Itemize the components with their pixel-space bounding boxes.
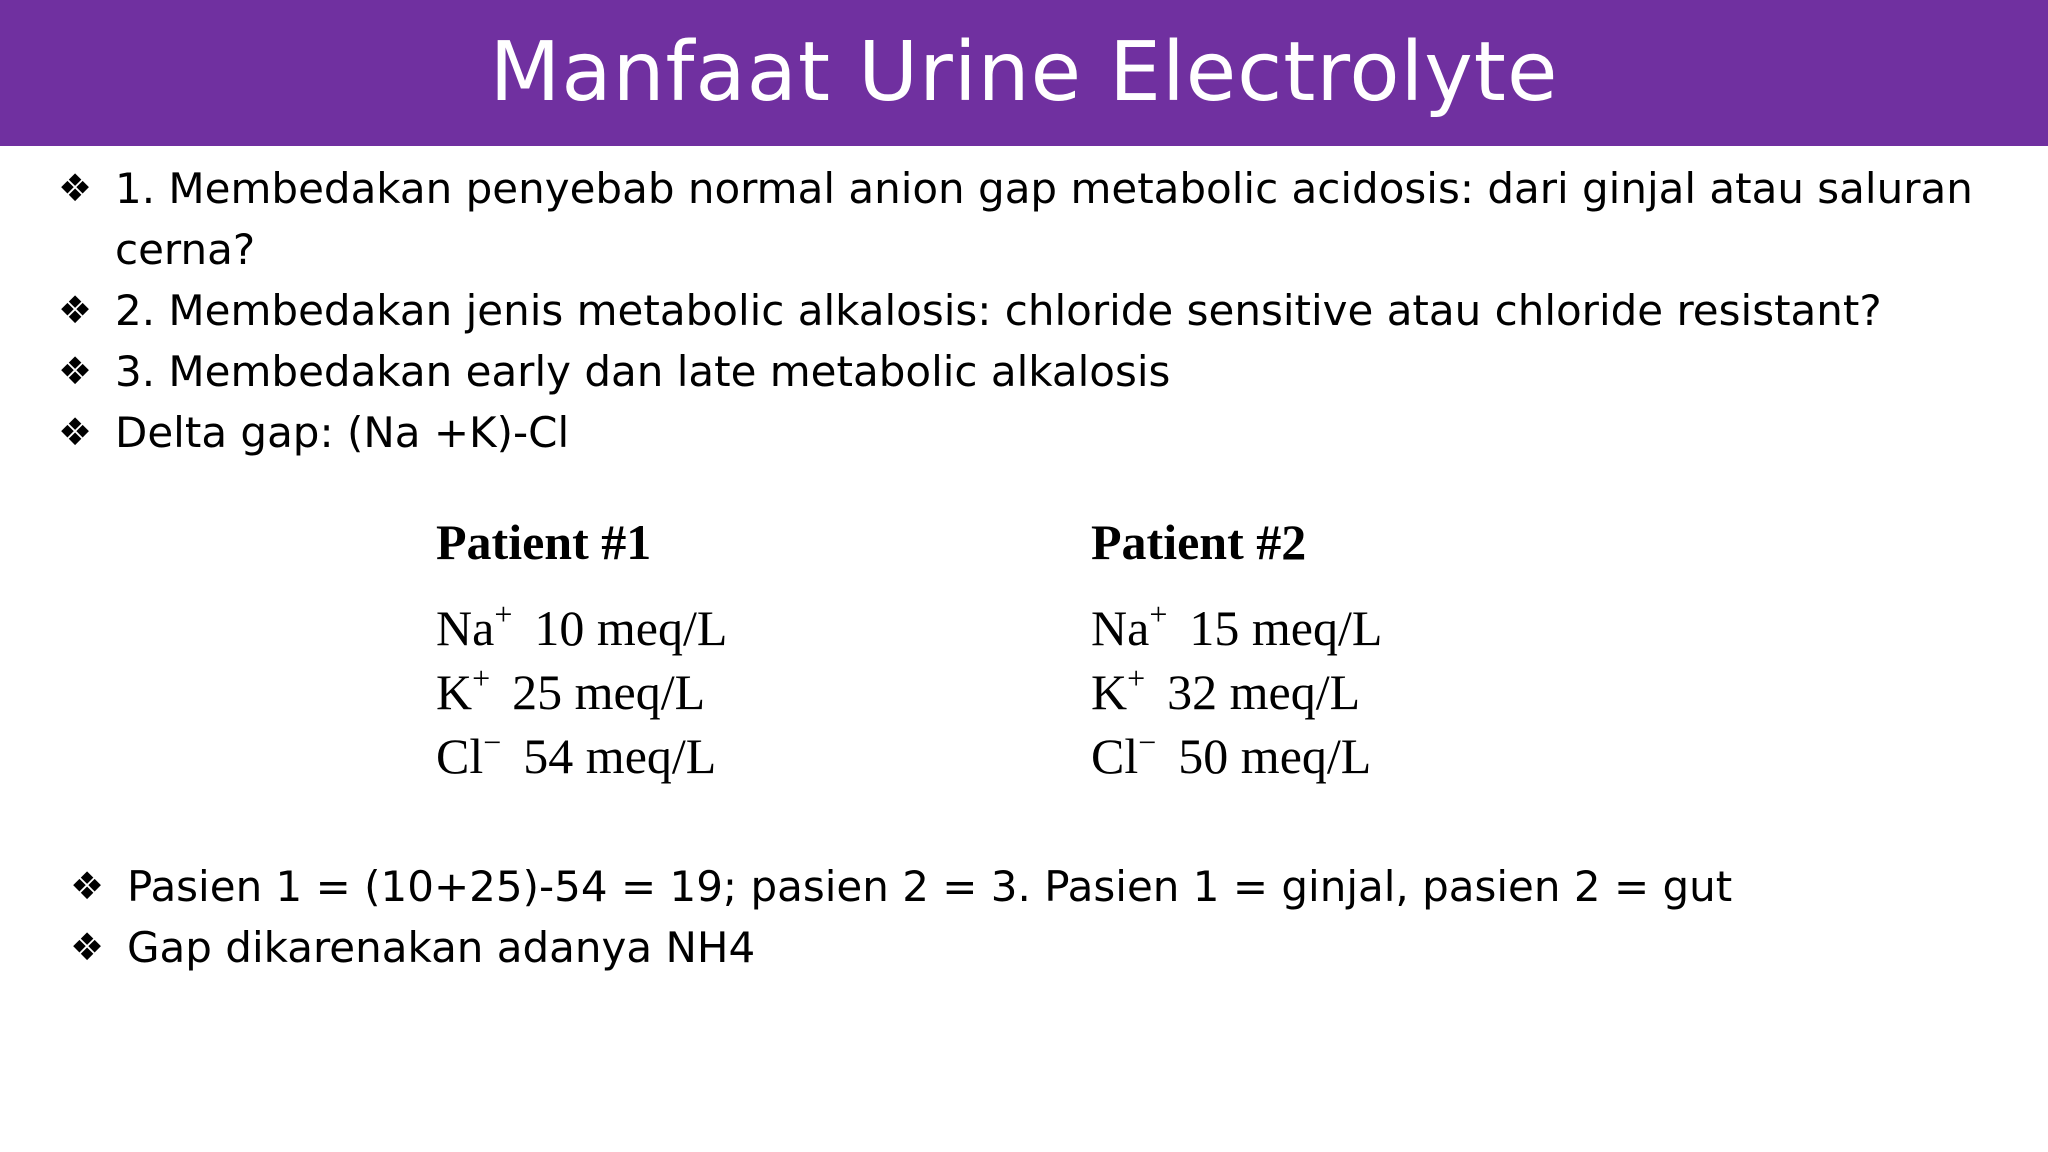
lab-row-potassium — [436, 660, 727, 724]
four-diamond-bullet-icon: ❖ — [58, 288, 93, 332]
lab-value: 54 meq/L — [523, 728, 717, 784]
bullet-item — [70, 856, 2010, 917]
lab-value: 25 meq/L — [512, 664, 706, 720]
ion-charge: + — [494, 596, 513, 632]
lab-row-potassium — [1091, 660, 1382, 724]
ion-charge: + — [1127, 660, 1146, 696]
patient-1-panel — [436, 500, 727, 788]
bullet-text: Pasien 1 = (10+25)-54 = 19; pasien 2 = 3. Pasien 1 = ginjal, pasien 2 = gut — [127, 862, 1733, 911]
bullet-text: 3. Membedakan early dan late metabolic alkalosis — [115, 347, 1171, 396]
patient-heading: Patient #2 — [1091, 514, 1307, 570]
patient-2-panel — [1091, 500, 1382, 788]
ion-symbol: Na — [1091, 600, 1150, 656]
lab-row-sodium — [436, 596, 727, 660]
ion-charge: + — [472, 660, 491, 696]
lab-value: 10 meq/L — [534, 600, 728, 656]
lab-value: 50 meq/L — [1178, 728, 1372, 784]
bullet-item — [58, 280, 1998, 341]
lab-value: 32 meq/L — [1167, 664, 1361, 720]
ion-charge: − — [483, 724, 502, 760]
lab-row-chloride — [1091, 724, 1382, 788]
bottom-bullet-list — [70, 856, 2010, 978]
slide-title: Manfaat Urine Electrolyte — [489, 25, 1559, 120]
bullet-item — [58, 158, 1998, 280]
four-diamond-bullet-icon: ❖ — [58, 410, 93, 454]
bullet-item — [58, 341, 1998, 402]
patient-heading: Patient #1 — [436, 514, 652, 570]
four-diamond-bullet-icon: ❖ — [70, 925, 105, 969]
ion-symbol: K — [1091, 664, 1128, 720]
bullet-text: 2. Membedakan jenis metabolic alkalosis: chloride sensitive atau chloride resistant? — [115, 286, 1882, 335]
ion-symbol: Na — [436, 600, 495, 656]
ion-symbol: Cl — [436, 728, 484, 784]
ion-symbol: K — [436, 664, 473, 720]
bullet-item — [70, 917, 2010, 978]
four-diamond-bullet-icon: ❖ — [70, 864, 105, 908]
bullet-text: 1. Membedakan penyebab normal anion gap metabolic acidosis: dari ginjal atau saluran cerna? — [115, 164, 1973, 274]
lab-row-sodium — [1091, 596, 1382, 660]
ion-charge: − — [1138, 724, 1157, 760]
lab-value: 15 meq/L — [1189, 600, 1383, 656]
four-diamond-bullet-icon: ❖ — [58, 166, 93, 210]
bullet-text: Delta gap: (Na +K)-Cl — [115, 408, 570, 457]
bullet-item — [58, 402, 1998, 463]
ion-charge: + — [1149, 596, 1168, 632]
ion-symbol: Cl — [1091, 728, 1139, 784]
top-bullet-list — [58, 158, 1998, 463]
lab-row-chloride — [436, 724, 727, 788]
four-diamond-bullet-icon: ❖ — [58, 349, 93, 393]
bullet-text: Gap dikarenakan adanya NH4 — [127, 923, 756, 972]
